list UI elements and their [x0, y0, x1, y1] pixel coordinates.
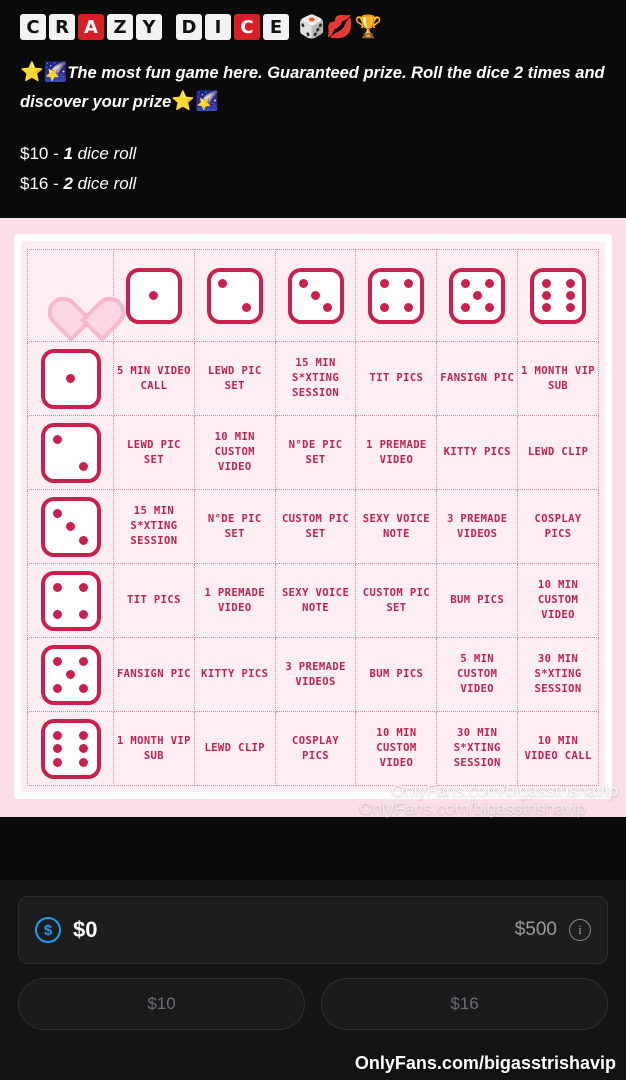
tip-button-row: [18, 978, 608, 1030]
column-header-die-2: [194, 250, 275, 342]
table-row: [28, 342, 599, 416]
dice-face-3: [288, 268, 344, 324]
dice-face-5: [449, 268, 505, 324]
price-label: dice roll: [72, 143, 137, 163]
prize-cell: BUM PICS: [437, 564, 518, 638]
watermark-table: OnlyFans.com/bigasstrishavip: [391, 781, 618, 801]
prize-cell: 30 MIN S*XTING SESSION: [437, 712, 518, 786]
watermark-footer: OnlyFans.com/bigasstrishavip: [354, 1053, 616, 1073]
title-emoji-icons: 🎲💋🏆: [298, 14, 384, 39]
description: [0, 42, 626, 121]
balance-amount: $0: [73, 917, 98, 942]
table-row: [28, 638, 599, 712]
prize-cell: SEXY VOICE NOTE: [275, 564, 356, 638]
prize-cell: N°DE PIC SET: [275, 416, 356, 490]
table-row: [28, 712, 599, 786]
dice-face-2: [207, 268, 263, 324]
prize-table: [27, 249, 599, 786]
prize-cell: 30 MIN S*XTING SESSION: [518, 638, 599, 712]
dice-face-6: [41, 719, 101, 779]
dice-face-3: [41, 497, 101, 557]
prize-cell: 3 PREMADE VIDEOS: [275, 638, 356, 712]
prize-cell: SEXY VOICE NOTE: [356, 490, 437, 564]
price-sep: -: [48, 173, 64, 193]
prize-cell: LEWD CLIP: [194, 712, 275, 786]
prize-cell: LEWD CLIP: [518, 416, 599, 490]
dice-face-1: [126, 268, 182, 324]
row-header-die-2: [28, 416, 114, 490]
prize-cell: TIT PICS: [356, 342, 437, 416]
prize-cell: 15 MIN S*XTING SESSION: [275, 342, 356, 416]
price-list: [0, 121, 626, 219]
title-tile: R: [49, 14, 75, 40]
description-prefix-emoji-icons: ⭐🌠: [20, 62, 68, 83]
column-header-die-6: [518, 250, 599, 342]
prize-cell: COSPLAY PICS: [275, 712, 356, 786]
description-text: The most fun game here. Guaranteed prize. Roll the dice 2 times and discover your prize: [20, 64, 605, 112]
column-header-die-5: [437, 250, 518, 342]
prize-cell: FANSIGN PIC: [437, 342, 518, 416]
title-tile: C: [234, 14, 260, 40]
title-tile: I: [205, 14, 231, 40]
column-header-die-3: [275, 250, 356, 342]
page-title: [0, 0, 626, 42]
price-row: [20, 139, 606, 169]
price-label: dice roll: [72, 173, 137, 193]
prize-table-corner: [28, 250, 114, 342]
table-row: [28, 416, 599, 490]
price-sep: -: [48, 143, 64, 163]
title-tile: C: [20, 14, 46, 40]
table-row: [28, 490, 599, 564]
column-header-die-4: [356, 250, 437, 342]
prize-grid-frame: [14, 234, 612, 799]
prize-cell: FANSIGN PIC: [114, 638, 195, 712]
prize-cell: 1 MONTH VIP SUB: [114, 712, 195, 786]
dice-face-6: [530, 268, 586, 324]
price-qty: 1: [63, 143, 73, 163]
balance-row: [18, 896, 608, 964]
tip-button-16[interactable]: $16: [321, 978, 608, 1030]
title-tile: Z: [107, 14, 133, 40]
title-tile: E: [263, 14, 289, 40]
prize-cell: TIT PICS: [114, 564, 195, 638]
title-tile: Y: [136, 14, 162, 40]
price-qty: 2: [63, 173, 73, 193]
dice-face-5: [41, 645, 101, 705]
prize-cell: 5 MIN CUSTOM VIDEO: [437, 638, 518, 712]
prize-cell: 10 MIN CUSTOM VIDEO: [518, 564, 599, 638]
price-row: [20, 169, 606, 199]
prize-cell: 10 MIN VIDEO CALL: [518, 712, 599, 786]
prize-cell: 1 PREMADE VIDEO: [356, 416, 437, 490]
row-header-die-3: [28, 490, 114, 564]
balance-total: $500: [514, 919, 557, 940]
dice-face-2: [41, 423, 101, 483]
description-suffix-emoji-icons: ⭐🌠: [171, 91, 219, 113]
table-row: [28, 564, 599, 638]
prize-cell: 15 MIN S*XTING SESSION: [114, 490, 195, 564]
tip-button-10[interactable]: $10: [18, 978, 305, 1030]
price-amount: $16: [20, 173, 49, 193]
prize-cell: LEWD PIC SET: [114, 416, 195, 490]
coin-icon: $: [35, 917, 61, 943]
prize-cell: 1 MONTH VIP SUB: [518, 342, 599, 416]
prize-cell: CUSTOM PIC SET: [356, 564, 437, 638]
prize-cell: KITTY PICS: [437, 416, 518, 490]
title-tile: D: [176, 14, 202, 40]
prize-cell: 10 MIN CUSTOM VIDEO: [194, 416, 275, 490]
prize-cell: KITTY PICS: [194, 638, 275, 712]
bottom-bar: [0, 880, 626, 1080]
dice-face-4: [368, 268, 424, 324]
prize-cell: 5 MIN VIDEO CALL: [114, 342, 195, 416]
info-icon[interactable]: i: [569, 919, 591, 941]
prize-cell: COSPLAY PICS: [518, 490, 599, 564]
prize-cell: 10 MIN CUSTOM VIDEO: [356, 712, 437, 786]
prize-cell: LEWD PIC SET: [194, 342, 275, 416]
prize-cell: 3 PREMADE VIDEOS: [437, 490, 518, 564]
dice-face-1: [41, 349, 101, 409]
prize-cell: 1 PREMADE VIDEO: [194, 564, 275, 638]
column-header-die-1: [114, 250, 195, 342]
row-header-die-1: [28, 342, 114, 416]
watermark-table-secondary: OnlyFans.com/bigasstrishavip: [359, 799, 586, 819]
title-tile: A: [78, 14, 104, 40]
prize-cell: BUM PICS: [356, 638, 437, 712]
row-header-die-6: [28, 712, 114, 786]
prize-cell: N°DE PIC SET: [194, 490, 275, 564]
row-header-die-4: [28, 564, 114, 638]
price-amount: $10: [20, 143, 49, 163]
prize-cell: CUSTOM PIC SET: [275, 490, 356, 564]
prize-table-card: [0, 218, 626, 817]
row-header-die-5: [28, 638, 114, 712]
prize-table-header-row: [28, 250, 599, 342]
dice-face-4: [41, 571, 101, 631]
